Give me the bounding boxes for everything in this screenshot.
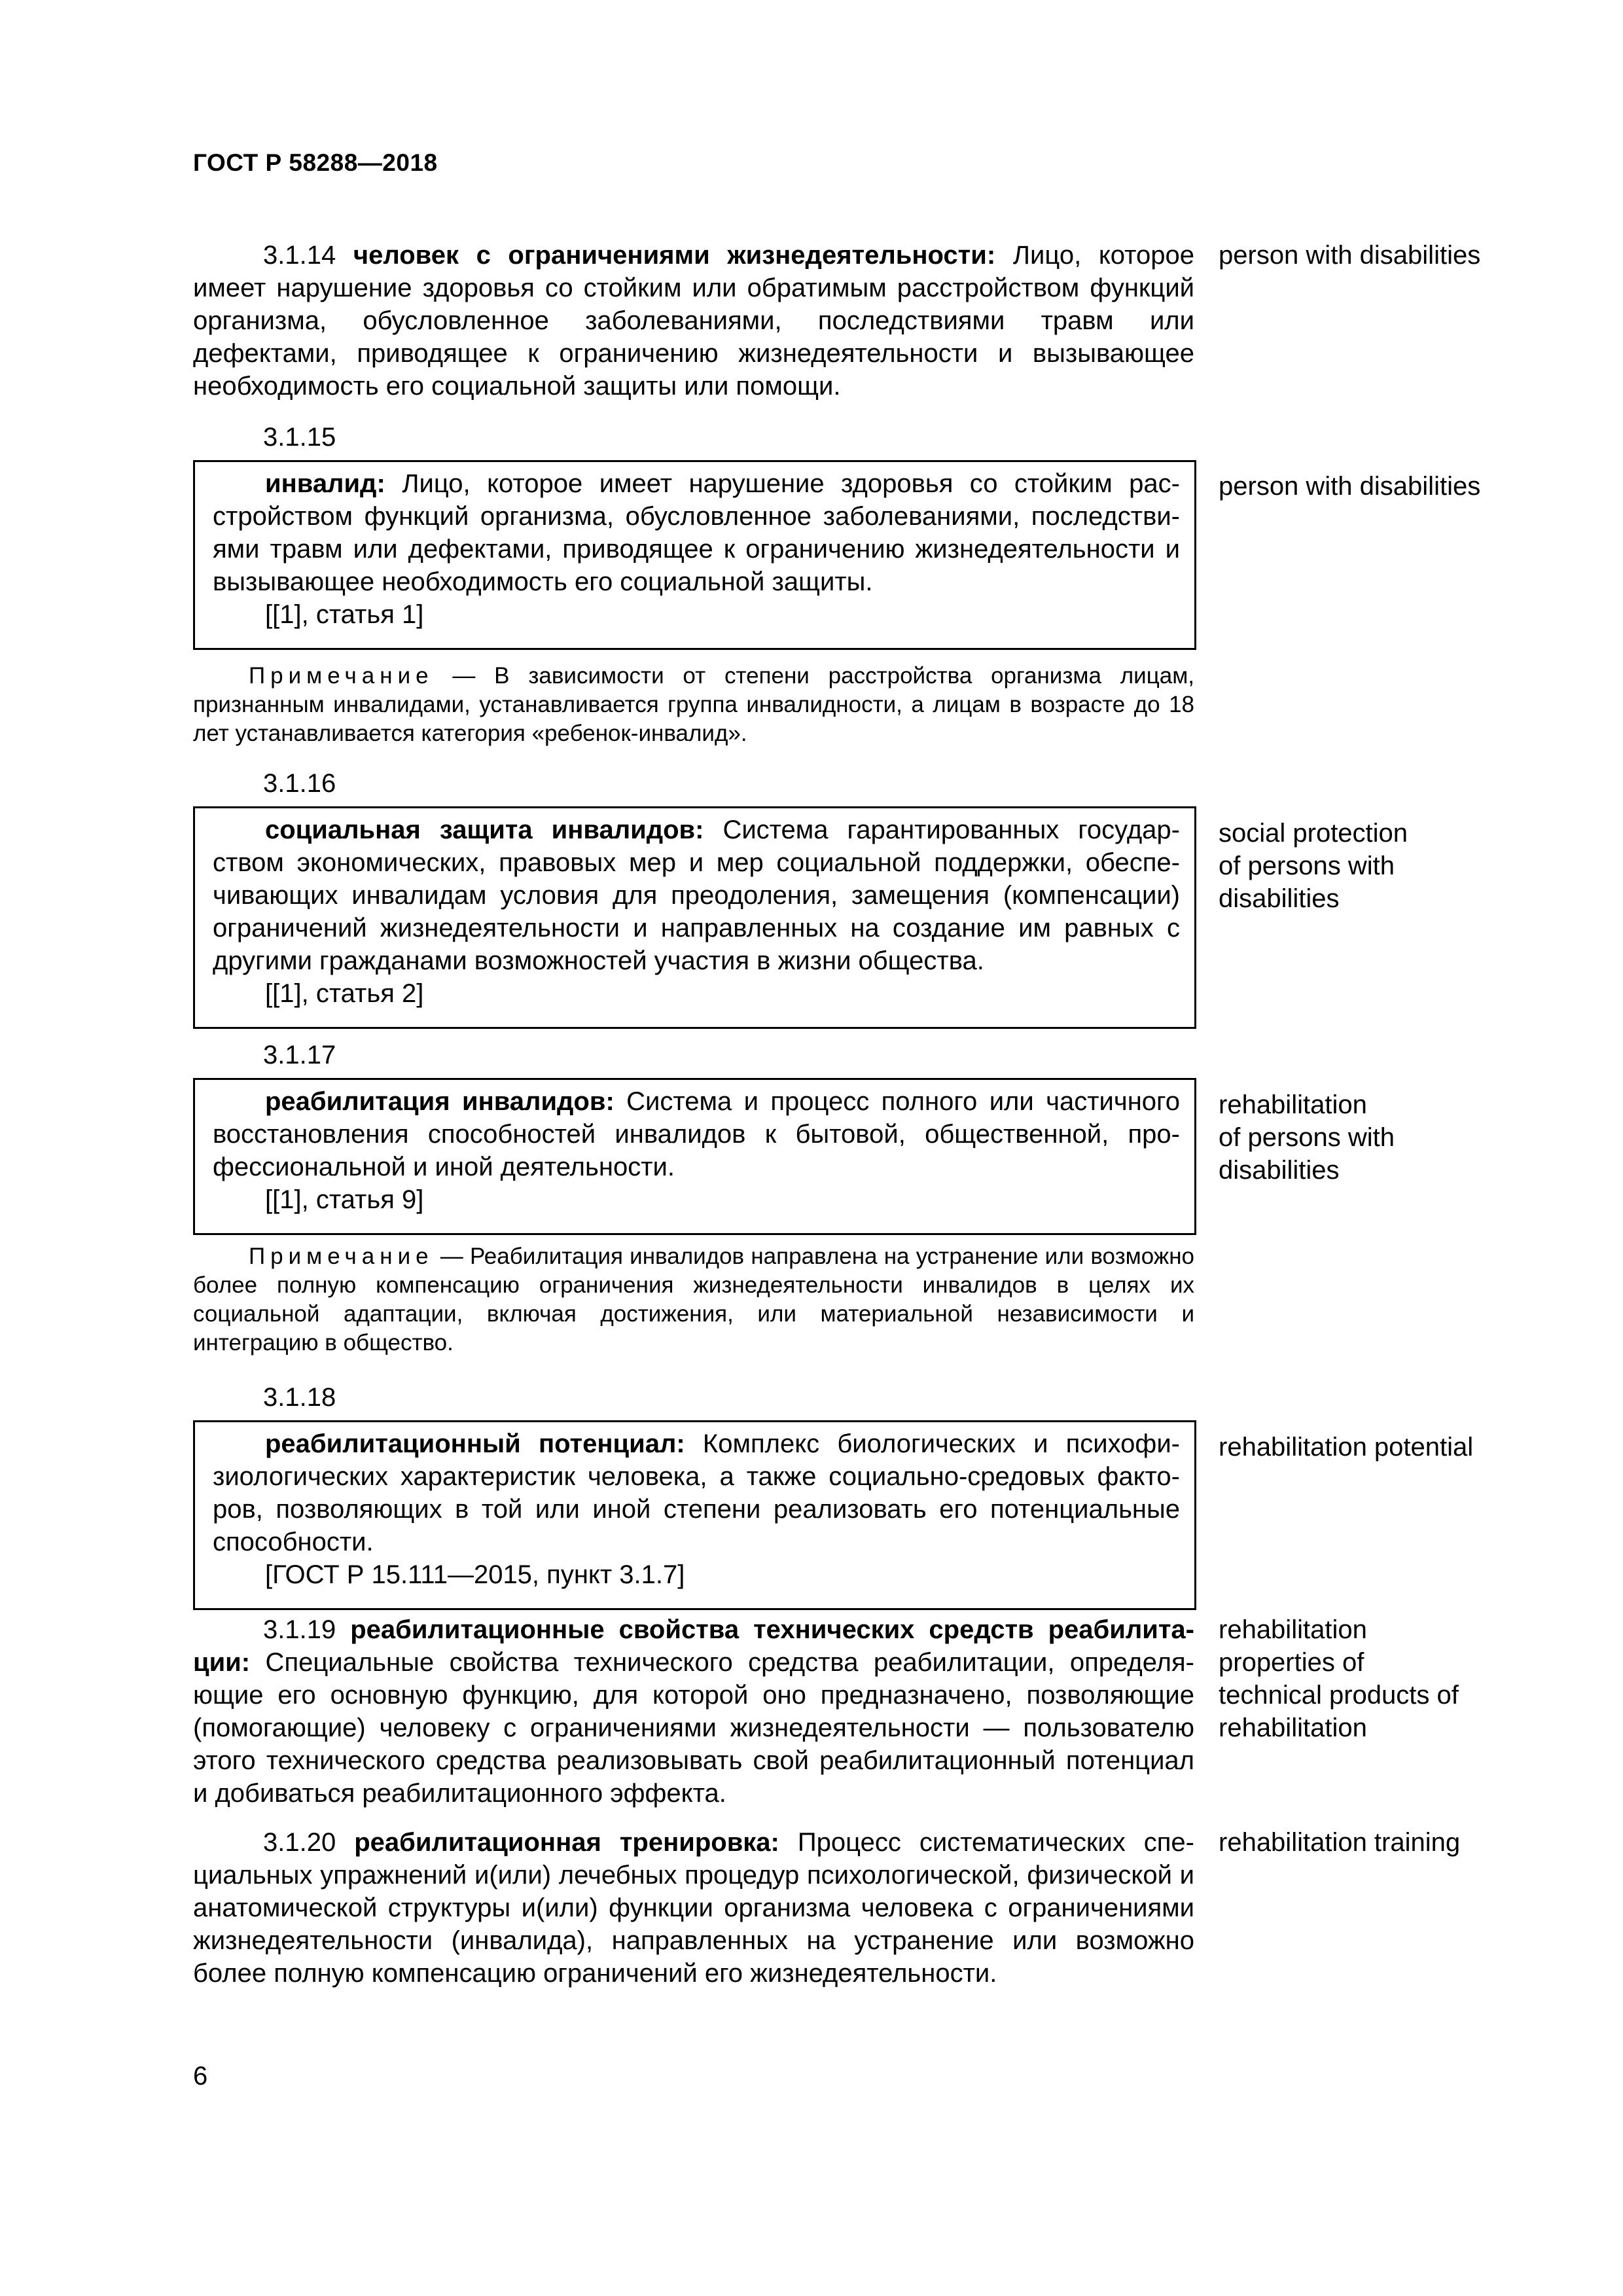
document-designation: ГОСТ Р 58288—2018 xyxy=(193,149,438,176)
term-number: 3.1.19 xyxy=(263,1615,336,1644)
note-label: Примечание xyxy=(249,1244,434,1269)
term-source: [[1], статья 9] xyxy=(265,1185,424,1214)
note-text: — В зависимости от степени расстройства организма лицам, признанным инвалидами, устанавливается группа инвалидности, а лицам в возрасте до 18 лет устанавливается категория «ребенок-инвалид». xyxy=(193,663,1194,746)
term-name: реабилитационная тренировка: xyxy=(354,1828,779,1857)
english-equivalent xyxy=(1219,1088,1546,1187)
term-box-3-1-17 xyxy=(193,1078,1196,1235)
english-line: rehabilitation xyxy=(1219,1615,1367,1644)
term-entry-3-1-20 xyxy=(193,1826,1194,1990)
english-line: disabilities xyxy=(1219,1156,1340,1185)
term-name: реабилитационные свойства технических средств реабилитации: xyxy=(193,1615,1194,1677)
term-box-3-1-18 xyxy=(193,1420,1196,1610)
english-line: social protection xyxy=(1219,819,1408,848)
term-name: человек с ограничениями жизнедеятельности: xyxy=(353,241,996,270)
term-number: 3.1.14 xyxy=(263,241,336,270)
term-box-3-1-15 xyxy=(193,460,1196,650)
note-text: — Реабилитация инвалидов направлена на устранение или возможно более полную компенсацию ограничения жизнедеятельности инвалидов в целях их социальной адаптации, включая достижения, или материальной независимости и интеграцию в общество. xyxy=(193,1244,1194,1355)
term-definition: Комплекс биологических и психофизиологических характеристик человека, а также социально-средовых факторов, позволяющих в той или иной степени реализовать его потенциальные способности. xyxy=(213,1429,1180,1556)
english-line: disabilities xyxy=(1219,884,1340,913)
english-equivalent: person with disabilities xyxy=(1219,472,1481,501)
term-box-3-1-16 xyxy=(193,806,1196,1029)
term-definition: Лицо, которое имеет нарушение здоровья со стойким расстройством функций организма, обусловленное заболеваниями, последствиями травм или дефектами, приводящее к ограничению жизнедеятельности и вызывающее необходимость его социальной защиты. xyxy=(213,469,1180,596)
english-equivalent xyxy=(1219,817,1546,915)
english-line: of persons with xyxy=(1219,852,1395,880)
term-entry-3-1-14 xyxy=(193,239,1194,403)
term-definition: Система гарантированных государством экономических, правовых мер и мер социальной поддержки, обеспечивающих инвалидам условия для преодоления, замещения (компенсации) ограничений жизнедеятельности и направленных на создание им равных с другими гражданами возможностей участия в жизни общества. xyxy=(213,816,1180,975)
english-line: properties of xyxy=(1219,1648,1364,1677)
term-number: 3.1.20 xyxy=(263,1828,336,1857)
page-number: 6 xyxy=(193,2062,208,2090)
term-definition: Лицо, которое имеет нарушение здоровья со стойким или обратимым расстройством функций организма, обусловленное заболеваниями, последствиями травм или дефектами, приводящее к ограничению жизнедеятельности и вызывающее необходимость его социальной защиты или помощи. xyxy=(193,241,1195,401)
term-number: 3.1.18 xyxy=(263,1383,336,1412)
term-note xyxy=(193,1242,1194,1357)
term-name: реабилитационный потенциал: xyxy=(265,1429,685,1458)
term-entry-3-1-19 xyxy=(193,1613,1194,1810)
term-source: [[1], статья 2] xyxy=(265,979,424,1008)
english-line: technical products of xyxy=(1219,1681,1459,1710)
english-equivalent: person with disabilities xyxy=(1219,241,1481,270)
term-source: [[1], статья 1] xyxy=(265,600,424,629)
term-name: социальная защита инвалидов: xyxy=(265,816,704,844)
term-name: инвалид: xyxy=(265,469,385,498)
term-definition: Система и процесс полного или частичного восстановления способностей инвалидов к бытовой, общественной, профессиональной и иной деятельности. xyxy=(213,1087,1180,1181)
english-equivalent xyxy=(1219,1613,1546,1744)
term-source: [ГОСТ Р 15.111—2015, пункт 3.1.7] xyxy=(265,1560,685,1589)
term-name: реабилитация инвалидов: xyxy=(265,1087,615,1116)
term-number: 3.1.17 xyxy=(263,1041,336,1069)
term-definition: Процесс систематических специальных упражнений и(или) лечебных процедур психологической, физической и анатомической структуры и(или) функции организма человека с ограничениями жизнедеятельности (инвалида), направленных на устранение или возможно более полную компенсацию ограничений его жизнедеятельности. xyxy=(193,1828,1194,1988)
term-number: 3.1.16 xyxy=(263,769,336,798)
term-number: 3.1.15 xyxy=(263,423,336,452)
english-equivalent: rehabilitation training xyxy=(1219,1828,1461,1857)
english-line: of persons with xyxy=(1219,1123,1395,1152)
english-equivalent: rehabilitation potential xyxy=(1219,1433,1474,1462)
english-line: rehabilitation xyxy=(1219,1713,1367,1742)
term-definition: Специальные свойства технического средства реабилитации, определяющие его основную функцию, для которой оно предназначено, позволяющие (помогающие) человеку с ограничениями жизнедеятельности — пользователю этого технического средства реализовывать свой реабилитационный потенциал и добиваться реабилитационного эффекта. xyxy=(193,1648,1194,1808)
note-label: Примечание xyxy=(249,663,434,689)
english-line: rehabilitation xyxy=(1219,1090,1367,1119)
term-note xyxy=(193,662,1194,748)
